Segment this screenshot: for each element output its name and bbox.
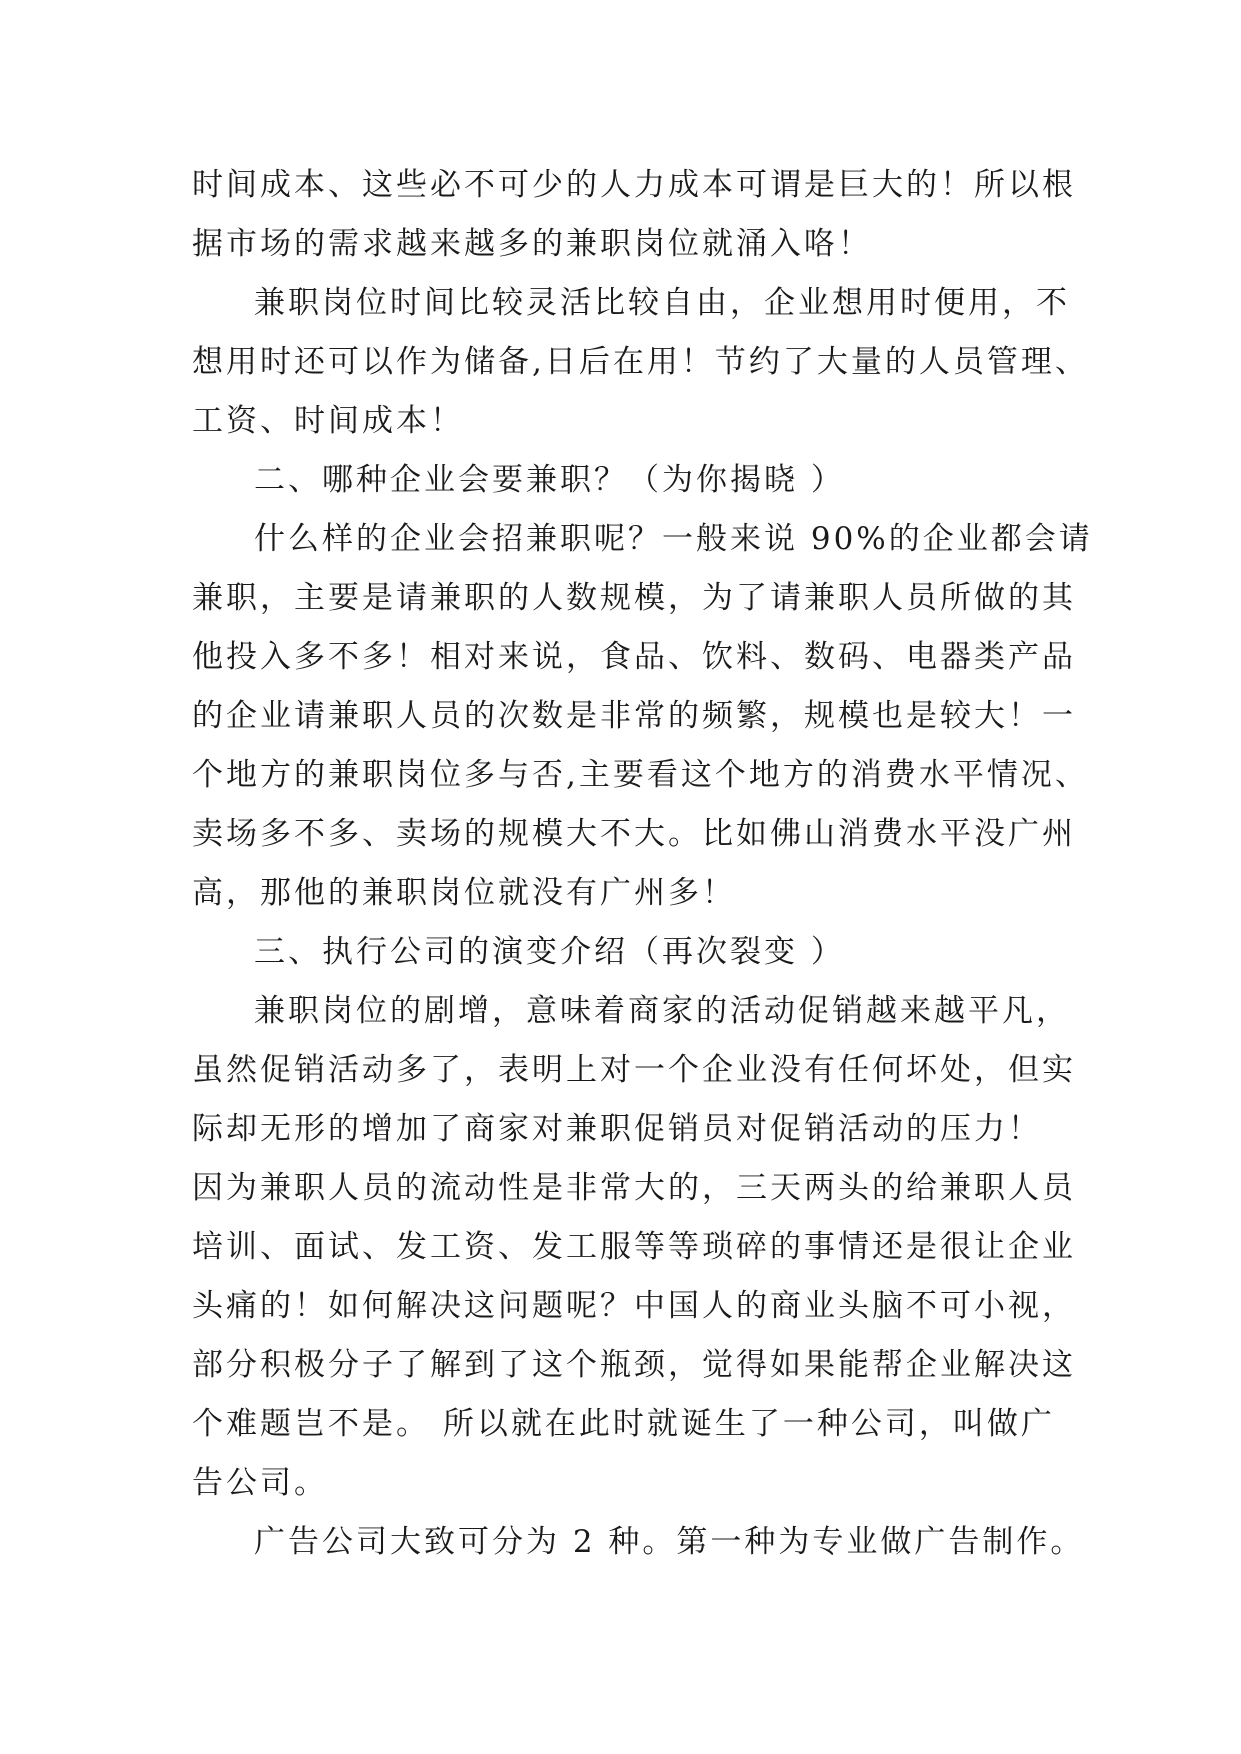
- text-line: 因为兼职人员的流动性是非常大的，三天两头的给兼职人员: [192, 1170, 1076, 1206]
- text-line: 据市场的需求越来越多的兼职岗位就涌入咯！: [192, 226, 872, 262]
- section-heading-2: 二、哪种企业会要兼职？（为你揭晓 ）: [254, 462, 845, 498]
- text-line: 他投入多不多！相对来说，食品、饮料、数码、电器类产品: [192, 639, 1076, 675]
- text-line: 培训、面试、发工资、发工服等等琐碎的事情还是很让企业: [192, 1229, 1076, 1265]
- text-line: 头痛的！如何解决这问题呢？中国人的商业头脑不可小视，: [192, 1288, 1076, 1324]
- text-line: 的企业请兼职人员的次数是非常的频繁，规模也是较大！一: [192, 698, 1076, 734]
- text-line: 际却无形的增加了商家对兼职促销员对促销活动的压力！: [192, 1111, 1042, 1147]
- section-heading-3: 三、执行公司的演变介绍（再次裂变 ）: [254, 934, 845, 970]
- paragraph-line: 兼职岗位的剧增，意味着商家的活动促销越来越平凡，: [254, 993, 1070, 1029]
- text-line: 告公司。: [192, 1465, 328, 1501]
- paragraph-line: 什么样的企业会招兼职呢？一般来说 90%的企业都会请: [254, 521, 1093, 557]
- text-line: 时间成本、这些必不可少的人力成本可谓是巨大的！所以根: [192, 167, 1076, 203]
- text-line: 工资、时间成本！: [192, 403, 464, 439]
- text-line: 高，那他的兼职岗位就没有广州多！: [192, 875, 736, 911]
- text-line: 个地方的兼职岗位多与否,主要看这个地方的消费水平情况、: [192, 757, 1089, 793]
- text-line: 兼职，主要是请兼职的人数规模，为了请兼职人员所做的其: [192, 580, 1076, 616]
- paragraph-line: 广告公司大致可分为 2 种。第一种为专业做广告制作。: [254, 1524, 1085, 1560]
- text-line: 卖场多不多、卖场的规模大不大。比如佛山消费水平没广州: [192, 816, 1076, 852]
- text-line: 部分积极分子了解到了这个瓶颈，觉得如果能帮企业解决这: [192, 1347, 1076, 1383]
- paragraph-line: 兼职岗位时间比较灵活比较自由，企业想用时便用，不: [254, 285, 1070, 321]
- text-line: 个难题岂不是。 所以就在此时就诞生了一种公司，叫做广: [192, 1406, 1055, 1442]
- text-line: 虽然促销活动多了，表明上对一个企业没有任何坏处，但实: [192, 1052, 1076, 1088]
- text-line: 想用时还可以作为储备,日后在用！节约了大量的人员管理、: [192, 344, 1089, 380]
